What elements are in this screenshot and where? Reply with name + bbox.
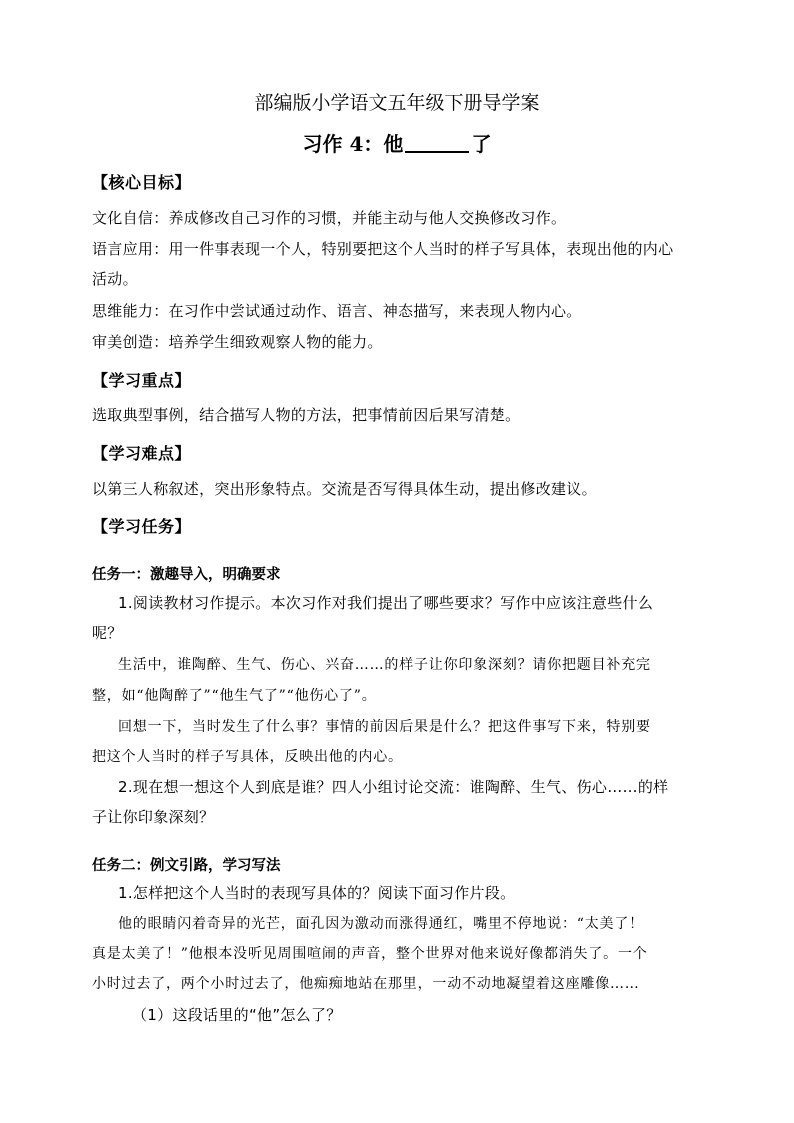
heading-tasks: 【学习任务】 xyxy=(92,517,192,536)
task1-question2-line2: 子让你印象深刻？ xyxy=(92,808,215,826)
focus-text: 选取典型事例，结合描写人物的方法，把事情前因后果写清楚。 xyxy=(92,406,521,424)
essay-title-prefix: 习作 4：他 xyxy=(302,132,404,156)
heading-core-goals: 【核心目标】 xyxy=(92,173,192,192)
goal-language-line1: 语言应用：用一件事表现一个人，特别要把这个人当时的样子写具体，表现出他的内心 xyxy=(92,240,674,258)
heading-focus: 【学习重点】 xyxy=(92,371,192,390)
task1-question1-line1: 1.阅读教材习作提示。本次习作对我们提出了哪些要求？写作中应该注意些什么 xyxy=(118,594,654,612)
task2-excerpt-line1: 他的眼睛闪着奇异的光芒，面孔因为激动而涨得通红，嘴里不停地说：“太美了！ xyxy=(118,916,644,932)
goal-culture: 文化自信：养成修改自己习作的习惯，并能主动与他人交换修改习作。 xyxy=(92,209,567,227)
task1-prompt2-line2: 把这个人当时的样子写具体，反映出他的内心。 xyxy=(92,749,403,765)
task2-excerpt-line2: 真是太美了！”他根本没听见周围喧闹的声音，整个世界对他来说好像都消失了。一个 xyxy=(92,946,648,962)
essay-title-suffix: 了 xyxy=(471,132,492,156)
task1-title: 任务一：激趣导入，明确要求 xyxy=(92,567,281,583)
task1-prompt2-line1: 回想一下，当时发生了什么事？事情的前因后果是什么？把这件事写下来，特别要 xyxy=(118,719,651,735)
task1-question1-line2: 呢？ xyxy=(92,624,123,642)
difficulty-text: 以第三人称叙述，突出形象特点。交流是否写得具体生动，提出修改建议。 xyxy=(92,480,597,498)
task1-question2-line1: 2.现在想一想这个人到底是谁？四人小组讨论交流：谁陶醉、生气、伤心……的样 xyxy=(118,778,669,796)
fill-in-blank xyxy=(405,133,469,153)
goal-language-line2: 活动。 xyxy=(92,270,138,288)
task1-prompt1-line1: 生活中，谁陶醉、生气、伤心、兴奋……的样子让你印象深刻？请你把题目补充完 xyxy=(118,657,651,673)
heading-difficulty: 【学习难点】 xyxy=(92,444,192,463)
task2-excerpt-line3: 小时过去了，两个小时过去了，他痴痴地站在那里，一动不动地凝望着这座雕像…… xyxy=(92,976,640,992)
task2-title: 任务二：例文引路，学习写法 xyxy=(92,858,281,874)
task2-question1: 1.怎样把这个人当时的表现写具体的？阅读下面习作片段。 xyxy=(118,884,516,902)
document-title: 部编版小学语文五年级下册导学案 xyxy=(254,92,540,114)
task1-prompt1-line2: 整，如“他陶醉了”“他生气了”“他伤心了”。 xyxy=(92,688,377,704)
goal-thinking: 思维能力：在习作中尝试通过动作、语言、神态描写，来表现人物内心。 xyxy=(92,302,582,320)
task2-subquestion1: （1）这段话里的“他”怎么了？ xyxy=(132,1006,342,1024)
essay-title xyxy=(0,128,794,157)
goal-aesthetic: 审美创造：培养学生细致观察人物的能力。 xyxy=(92,333,383,351)
